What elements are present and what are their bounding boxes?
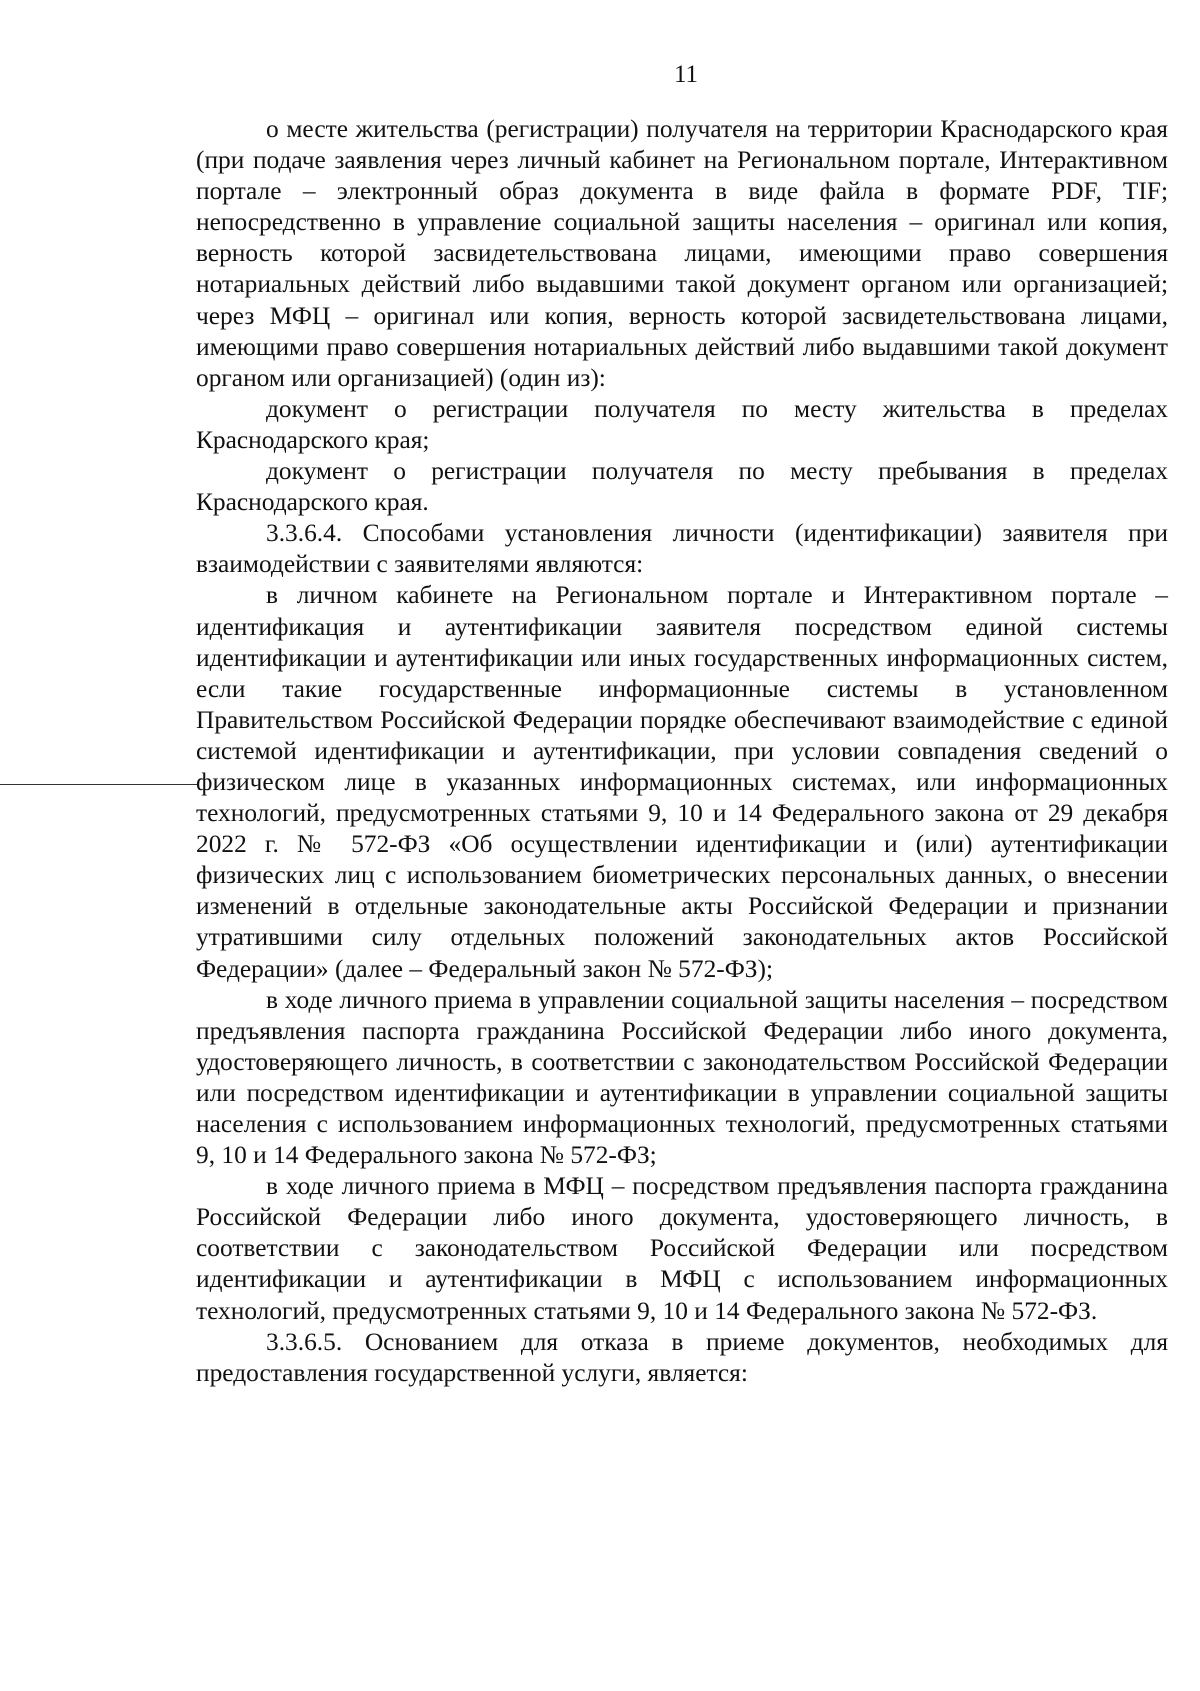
page-number: 11 (673, 61, 699, 88)
paragraph-social-protection-reception: в ходе личного приема в управлении социальной защиты населения – посредством предъявления паспорта гражданина Российской Федерации либо иного документа, удостоверяющего личность, в соответствии с законодательством Российской Федерации или посредством идентификации и аутентификации в управлении социальной защиты населения с использованием информационных технологий, предусмотренных статьями 9, 10 и 14 Федерального закона № 572-ФЗ; (196, 985, 1168, 1170)
margin-rule-line (0, 784, 198, 785)
paragraph-residence-registration: документ о регистрации получателя по месту жительства в пределах Краснодарского края; (196, 394, 1168, 454)
paragraph-mfc-reception: в ходе личного приема в МФЦ – посредством предъявления паспорта гражданина Российской Федерации либо иного документа, удостоверяющего личность, в соответствии с законодательством Российской Федерации или посредством идентификации и аутентификации в МФЦ с использованием информационных технологий, предусмотренных статьями 9, 10 и 14 Федерального закона № 572-ФЗ. (196, 1172, 1168, 1325)
paragraph-personal-account-identification: в личном кабинете на Региональном портале и Интерактивном портале – идентификация и аутентификации заявителя посредством единой системы идентификации и аутентификации или иных государственных информационных систем, если такие государственные информационные системы в установленном Правительством Российской Федерации порядке обеспечивают взаимодействие с единой системой идентификации и аутентификации, при условии совпадения сведений о физическом лице в указанных информационных системах, или информационных технологий, предусмотренных статьями 9, 10 и 14 Федерального закона от 29 декабря 2022 г. № 572-ФЗ «Об осуществлении идентификации и (или) аутентификации физических лиц с использованием биометрических персональных данных, о внесении изменений в отдельные законодательные акты Российской Федерации и признании утратившими силу отдельных положений законодательных актов Российской Федерации» (далее – Федеральный закон № 572-ФЗ); (196, 581, 1168, 983)
paragraph-residence-documents: о месте жительства (регистрации) получателя на территории Краснодарского края (при подаче заявления через личный кабинет на Региональном портале, Интерактивном портале – электронный образ документа в виде файла в формате PDF, TIF; непосредственно в управление социальной защиты населения – оригинал или копия, верность которой засвидетельствована лицами, имеющими право совершения нотариальных действий либо выдавшими такой документ органом или организацией; через МФЦ – оригинал или копия, верность которой засвидетельствована лицами, имеющими право совершения нотариальных действий либо выдавшими такой документ органом или организацией) (один из): (196, 115, 1168, 392)
document-body (196, 114, 1168, 1389)
paragraph-3-3-6-5: 3.3.6.5. Основанием для отказа в приеме документов, необходимых для предоставления государственной услуги, является: (196, 1327, 1168, 1387)
paragraph-3-3-6-4: 3.3.6.4. Способами установления личности (идентификации) заявителя при взаимодействии с заявителями являются: (196, 519, 1168, 579)
paragraph-stay-registration: документ о регистрации получателя по месту пребывания в пределах Краснодарского края. (196, 457, 1168, 517)
